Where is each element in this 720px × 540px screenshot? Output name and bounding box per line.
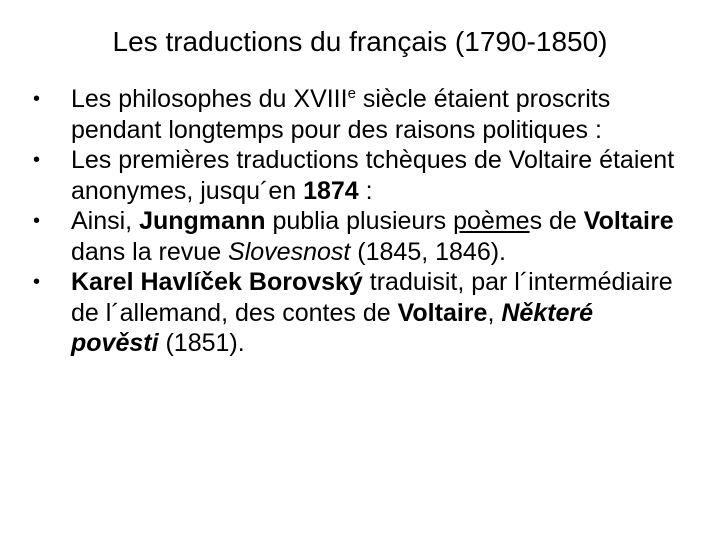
bullet-marker: • [33, 210, 41, 232]
italic-title: Slovesnost [228, 237, 351, 266]
bullet-text: Ainsi, [71, 207, 140, 235]
bullet-marker: • [33, 88, 41, 110]
bullet-text: , [487, 298, 502, 327]
bullet-text: Les premières traductions tchèques de Voltaire étaient anonymes, jusqu´en [71, 146, 675, 205]
bold-year: 1874 [303, 176, 359, 205]
bullet-text: publia plusieurs [265, 207, 454, 235]
italic-title: Některé pověsti [71, 298, 594, 357]
bullet-marker: • [33, 149, 41, 171]
bullet-text: siècle étaient proscrits pendant longtemps pour des raisons politiques : [71, 85, 611, 144]
bullet-text: traduisit, par l´intermédiaire de l´allemand, des contes de [71, 268, 673, 327]
bullet-item [30, 84, 680, 145]
underlined-word: poème [453, 207, 530, 235]
bullet-text: Les philosophes du XVIII [71, 85, 348, 113]
bold-name: Jungmann [139, 207, 266, 235]
slide-title: Les traductions du français (1790-1850) [112, 26, 608, 57]
superscript-text: e [347, 85, 356, 102]
bold-name: Voltaire [397, 298, 488, 327]
bullet-item [30, 206, 680, 267]
bullet-text: (1845, 1846). [350, 237, 507, 266]
bullet-text: : [358, 176, 373, 205]
bullet-text: (1851). [158, 329, 245, 357]
bullet-text: s de [529, 207, 584, 235]
bullet-marker: • [33, 271, 41, 293]
bold-name: Voltaire [583, 207, 674, 235]
bold-name: Karel Havlíček Borovský [71, 268, 363, 296]
bullet-list [30, 84, 680, 359]
bullet-item [30, 267, 680, 359]
bullet-item [30, 145, 680, 206]
bullet-text: dans la revue [71, 237, 229, 266]
